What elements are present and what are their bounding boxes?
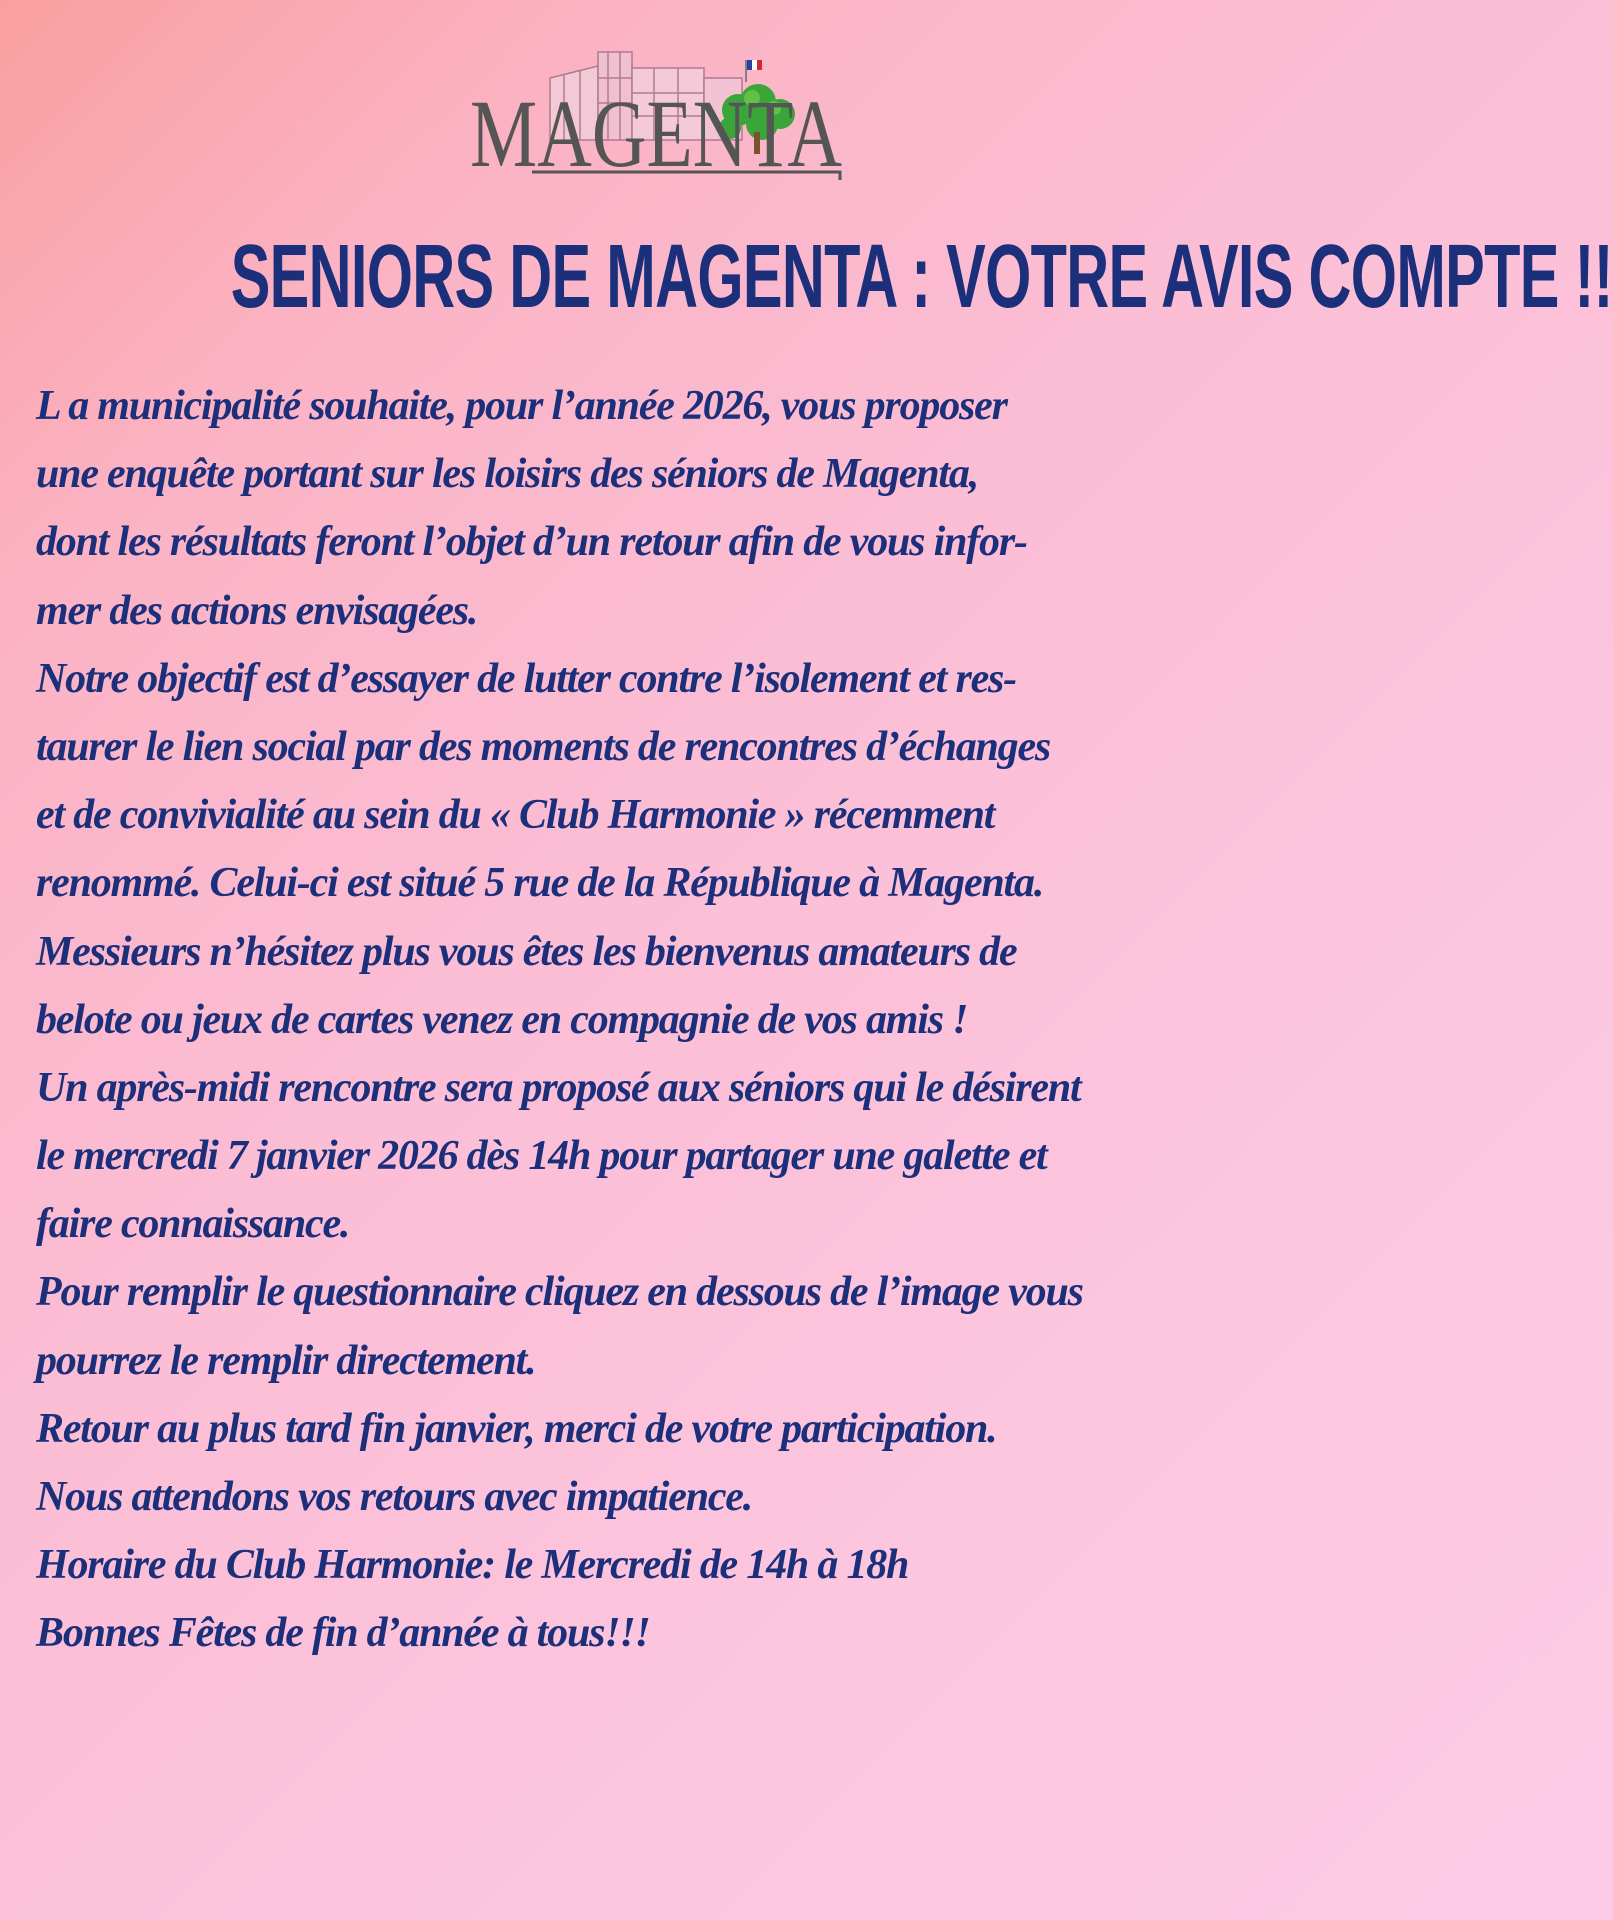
body-line: faire connaissance. xyxy=(36,1201,350,1248)
body-line: Messieurs n’hésitez plus vous êtes les bienvenus amateurs de xyxy=(36,928,1017,975)
headline: SENIORS DE MAGENTA : VOTRE AVIS COMPTE !! xyxy=(230,227,1613,327)
body-line: dont les résultats feront l’objet d’un retour afin de vous infor- xyxy=(36,519,1027,566)
announcement-body xyxy=(36,372,1336,1668)
magenta-logo xyxy=(468,48,850,190)
body-line: Nous attendons vos retours avec impatience. xyxy=(36,1474,753,1520)
body-line: mer des actions envisagées. xyxy=(36,587,478,634)
body-line: Retour au plus tard fin janvier, merci de votre participation. xyxy=(36,1405,997,1452)
body-line: Pour remplir le questionnaire cliquez en dessous de l’image vous xyxy=(36,1269,1083,1316)
body-line: renommé. Celui-ci est situé 5 rue de la République à Magenta. xyxy=(36,860,1044,907)
body-line: taurer le lien social par des moments de rencontres d’échanges xyxy=(36,723,1051,770)
body-line: le mercredi 7 janvier 2026 dès 14h pour partager une galette et xyxy=(36,1133,1047,1180)
body-line: belote ou jeux de cartes venez en compagnie de vos amis ! xyxy=(36,996,968,1043)
body-line: une enquête portant sur les loisirs des séniors de Magenta, xyxy=(36,451,978,498)
body-line: et de convivialité au sein du « Club Harmonie » récemment xyxy=(36,792,995,839)
logo-text: MAGENTA xyxy=(470,80,842,187)
body-line: L a municipalité souhaite, pour l’année 2026, vous proposer xyxy=(36,383,1007,429)
body-line: pourrez le remplir directement. xyxy=(36,1337,536,1384)
body-line: Un après-midi rencontre sera proposé aux séniors qui le désirent xyxy=(36,1064,1081,1111)
body-line: Horaire du Club Harmonie: le Mercredi de 14h à 18h xyxy=(36,1542,909,1589)
body-line: Notre objectif est d’essayer de lutter contre l’isolement et res- xyxy=(36,655,1016,702)
town-hall-logo-icon xyxy=(468,48,850,190)
body-line: Bonnes Fêtes de fin d’année à tous!!! xyxy=(36,1610,650,1657)
